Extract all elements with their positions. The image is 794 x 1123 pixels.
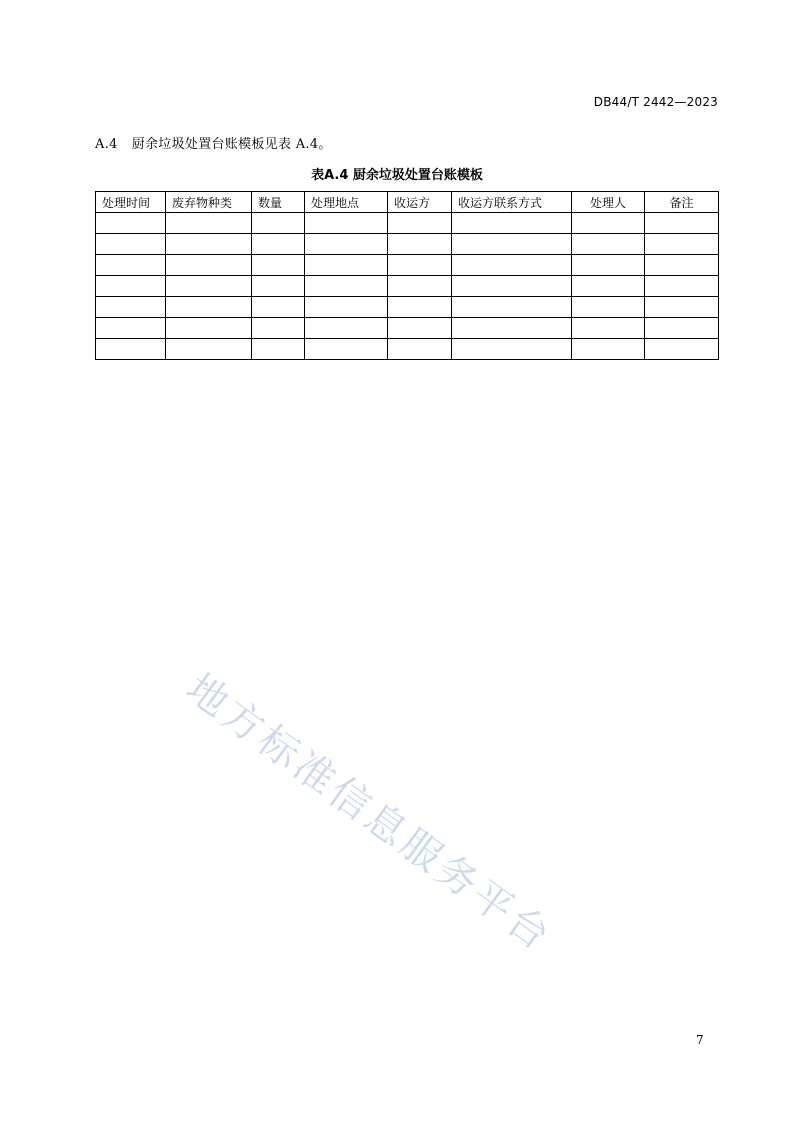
table-cell <box>452 213 572 234</box>
column-header: 收运方联系方式 <box>452 192 572 213</box>
table-row <box>96 297 719 318</box>
table-cell <box>388 234 452 255</box>
table-cell <box>452 318 572 339</box>
table-cell <box>305 255 388 276</box>
table-cell <box>252 339 305 360</box>
table-row <box>96 213 719 234</box>
table-cell <box>96 318 166 339</box>
table-row <box>96 318 719 339</box>
table-cell <box>252 297 305 318</box>
table-cell <box>645 339 719 360</box>
table-cell <box>645 297 719 318</box>
table-row <box>96 276 719 297</box>
table-cell <box>572 276 645 297</box>
table-cell <box>645 318 719 339</box>
table-cell <box>166 213 252 234</box>
table-cell <box>96 339 166 360</box>
table-cell <box>572 297 645 318</box>
table-cell <box>452 276 572 297</box>
table-cell <box>572 318 645 339</box>
table-cell <box>305 339 388 360</box>
table-cell <box>166 318 252 339</box>
column-header: 处理人 <box>572 192 645 213</box>
watermark: 地方标准信息服务平台 <box>177 665 561 962</box>
column-header: 废弃物种类 <box>166 192 252 213</box>
table-cell <box>166 276 252 297</box>
table-cell <box>166 297 252 318</box>
section-number: A.4 <box>95 137 118 152</box>
column-header: 处理地点 <box>305 192 388 213</box>
table-cell <box>305 297 388 318</box>
table-cell <box>452 339 572 360</box>
table-cell <box>572 339 645 360</box>
table-cell <box>388 318 452 339</box>
table-cell <box>452 255 572 276</box>
column-header: 收运方 <box>388 192 452 213</box>
page-number: 7 <box>696 1033 704 1047</box>
table-cell <box>572 213 645 234</box>
table-cell <box>252 234 305 255</box>
table-body <box>96 213 719 360</box>
table-cell <box>645 255 719 276</box>
table-cell <box>96 213 166 234</box>
column-header: 处理时间 <box>96 192 166 213</box>
table-cell <box>252 276 305 297</box>
table-cell <box>388 255 452 276</box>
table-cell <box>645 213 719 234</box>
table-cell <box>166 339 252 360</box>
table-cell <box>388 297 452 318</box>
table-cell <box>645 234 719 255</box>
table-cell <box>388 339 452 360</box>
section-paragraph <box>95 133 332 152</box>
table-cell <box>305 234 388 255</box>
table-row <box>96 339 719 360</box>
table-cell <box>305 213 388 234</box>
table-cell <box>572 255 645 276</box>
section-text: 厨余垃圾处置台账模板见表 A.4。 <box>131 137 332 152</box>
table-cell <box>166 234 252 255</box>
table-row <box>96 255 719 276</box>
column-header: 备注 <box>645 192 719 213</box>
table-cell <box>305 318 388 339</box>
column-header: 数量 <box>252 192 305 213</box>
table-cell <box>305 276 388 297</box>
table-row <box>96 234 719 255</box>
table-cell <box>96 276 166 297</box>
table-cell <box>572 234 645 255</box>
table-title: 表A.4 厨余垃圾处置台账模板 <box>311 168 483 183</box>
standard-code: DB44/T 2442—2023 <box>593 95 718 109</box>
header-row <box>96 192 719 213</box>
table-cell <box>252 318 305 339</box>
table-cell <box>645 276 719 297</box>
table-cell <box>166 255 252 276</box>
table-cell <box>388 213 452 234</box>
table-cell <box>252 213 305 234</box>
table-cell <box>96 297 166 318</box>
table-cell <box>452 234 572 255</box>
ledger-table <box>95 191 719 360</box>
table-cell <box>96 234 166 255</box>
table-cell <box>252 255 305 276</box>
table-cell <box>388 276 452 297</box>
table-cell <box>96 255 166 276</box>
table-cell <box>452 297 572 318</box>
